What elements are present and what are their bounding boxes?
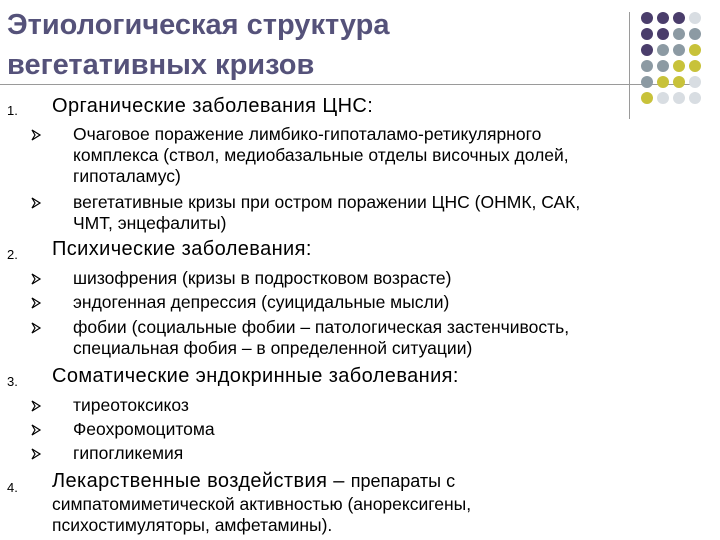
arrow-bullet-icon [30, 322, 42, 334]
list-item [73, 317, 713, 359]
decorative-dot [673, 44, 685, 56]
list-item [73, 395, 713, 416]
list-item-line: Феохромоцитома [73, 419, 215, 439]
decorative-dot [689, 12, 701, 24]
decorative-dot [689, 44, 701, 56]
list-item [73, 292, 713, 313]
list-item-line: специальная фобия – в определенной ситуации) [73, 338, 473, 358]
decorative-dot [641, 12, 653, 24]
list-item-line: тиреотоксикоз [73, 395, 189, 415]
continuation-line: психостимуляторы, амфетамины). [52, 515, 333, 535]
decorative-dot [641, 28, 653, 40]
section-heading-tail: препараты с [350, 471, 456, 491]
list-item [73, 268, 713, 289]
decorative-dot [689, 28, 701, 40]
arrow-bullet-icon [30, 297, 42, 309]
decorative-dot [673, 12, 685, 24]
decorative-dot [673, 92, 685, 104]
decorative-dot [641, 44, 653, 56]
decorative-dot [689, 76, 701, 88]
list-item-line: гипоталамус) [73, 166, 181, 186]
list-item [73, 192, 713, 234]
title-line-1: Этиологическая структура [7, 9, 390, 41]
decorative-dot [689, 92, 701, 104]
decorative-dot [657, 92, 669, 104]
list-item [73, 124, 713, 187]
arrow-bullet-icon [30, 129, 42, 141]
decorative-dot [657, 60, 669, 72]
decorative-horizontal-line [0, 84, 700, 85]
arrow-bullet-icon [30, 197, 42, 209]
arrow-bullet-icon [30, 424, 42, 436]
list-item-line: комплекса (ствол, медиобазальные отделы височных долей, [73, 145, 569, 165]
list-item-line: гипогликемия [73, 443, 184, 463]
list-item-line: вегетативные кризы при остром поражении ЦНС (ОНМК, САК, [73, 192, 581, 212]
arrow-bullet-icon [30, 448, 42, 460]
list-item-line: ЧМТ, энцефалиты) [73, 213, 227, 233]
decorative-dot-grid [641, 12, 720, 112]
decorative-dot [689, 60, 701, 72]
list-item-line: шизофрения (кризы в подростковом возрасте) [73, 268, 452, 288]
decorative-dot [641, 76, 653, 88]
arrow-bullet-icon [30, 273, 42, 285]
arrow-bullet-icon [30, 400, 42, 412]
decorative-dot [641, 92, 653, 104]
section-number: 2. [7, 247, 18, 262]
section-heading: Органические заболевания ЦНС: [52, 95, 374, 117]
decorative-dot [657, 12, 669, 24]
continuation-line: симпатомиметической активностью (анорексигены, [52, 494, 472, 514]
section-heading [52, 470, 455, 493]
decorative-dot [673, 60, 685, 72]
section-heading-main: Лекарственные воздействия – [52, 470, 351, 492]
section-continuation [52, 494, 471, 536]
list-item [73, 443, 713, 464]
list-item [73, 419, 713, 440]
decorative-dot [657, 76, 669, 88]
list-item-line: фобии (социальные фобии – патологическая застенчивость, [73, 317, 570, 337]
title-line-2: вегетативных кризов [7, 49, 315, 81]
decorative-vertical-line [629, 12, 630, 119]
section-heading: Соматические эндокринные заболевания: [52, 365, 459, 387]
section-heading: Психические заболевания: [52, 238, 312, 260]
section-number: 4. [7, 480, 18, 495]
list-item-line: Очаговое поражение лимбико-гипоталамо-ретикулярного [73, 124, 542, 144]
list-item-line: эндогенная депрессия (суицидальные мысли) [73, 292, 450, 312]
decorative-dot [657, 28, 669, 40]
section-number: 3. [7, 374, 18, 389]
section-number: 1. [7, 103, 18, 118]
decorative-dot [673, 76, 685, 88]
decorative-dot [673, 28, 685, 40]
decorative-dot [641, 60, 653, 72]
decorative-dot [657, 44, 669, 56]
